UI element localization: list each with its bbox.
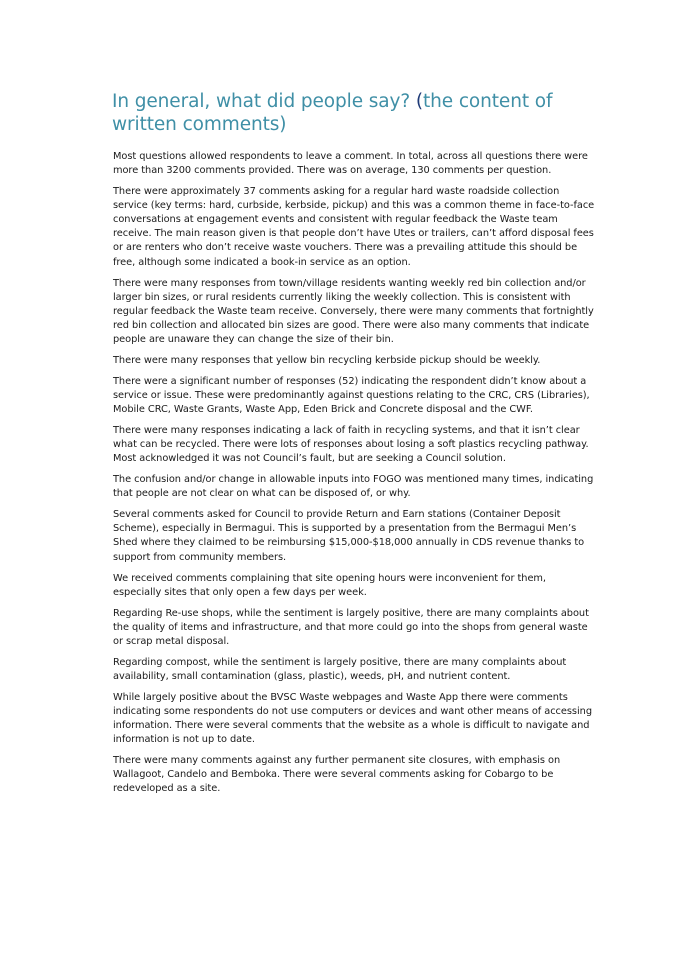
paragraph: Regarding compost, while the sentiment is largely positive, there are many complaints about availability, small contamination (glass, plastic), weeds, pH, and nutrient content. bbox=[113, 656, 567, 682]
paragraph: Regarding Re-use shops, while the sentiment is largely positive, there are many complaints about the quality of items and infrastructure, and that more could go into the shops from general waste or scrap metal disposal. bbox=[113, 607, 589, 647]
paragraph: Several comments asked for Council to provide Return and Earn stations (Container Deposit Scheme), especially in Bermagui. This is supported by a presentation from the Bermagui Men’s Shed where they claimed to be reimbursing $15,000-$18,000 annually in CDS revenue thanks to support from community members. bbox=[113, 509, 585, 563]
paragraph: There were many responses that yellow bin recycling kerbside pickup should be weekly. bbox=[113, 354, 541, 366]
heading-line-2: written comments) bbox=[112, 114, 287, 135]
paragraph: There were many responses from town/village residents wanting weekly red bin collection and/or larger bin sizes, or rural residents currently liking the weekly collection. This is consistent with regular feedback the Waste team receive. Conversely, there were many comments that fortnightly red bin collection and allocated bin sizes are good. There were also many comments that indicate people are unaware they can change the size of their bin. bbox=[113, 277, 594, 345]
paragraph: The confusion and/or change in allowable inputs into FOGO was mentioned many times, indicating that people are not clear on what can be disposed of, or why. bbox=[113, 474, 594, 500]
paragraph: We received comments complaining that site opening hours were inconvenient for them, especially sites that only open a few days per week. bbox=[113, 572, 546, 598]
body-text bbox=[113, 150, 597, 803]
heading-text-start: In general, what did people say? bbox=[112, 91, 416, 112]
section-heading bbox=[112, 90, 582, 136]
heading-text-end: the content of bbox=[423, 91, 553, 112]
paragraph: There were many responses indicating a lack of faith in recycling systems, and that it isn’t clear what can be recycled. There were lots of responses about losing a soft plastics recycling pathway. Most acknowledged it was not Council’s fault, but are seeking a Council solution. bbox=[113, 425, 589, 465]
heading-paren: ( bbox=[415, 91, 424, 112]
paragraph: There were many comments against any further permanent site closures, with emphasis on Wallagoot, Candelo and Bemboka. There were several comments asking for Cobargo to be redeveloped as a site. bbox=[113, 755, 561, 795]
paragraph: While largely positive about the BVSC Waste webpages and Waste App there were comments indicating some respondents do not use computers or devices and want other means of accessing information. There were several comments that the website as a whole is difficult to navigate and information is not up to date. bbox=[113, 691, 592, 746]
paragraph: Most questions allowed respondents to leave a comment. In total, across all questions there were more than 3200 comments provided. There was on average, 130 comments per question. bbox=[113, 151, 588, 177]
paragraph: There were approximately 37 comments asking for a regular hard waste roadside collection service (key terms: hard, curbside, kerbside, pickup) and this was a common theme in face-to-face conversations at engagement events and consistent with regular feedback the Waste team receive. The main reason given is that people don’t have Utes or trailers, can’t afford disposal fees or are renters who don’t receive waste vouchers. There was a prevailing attitude this should be free, although some indicated a book-in service as an option. bbox=[113, 186, 595, 268]
paragraph: There were a significant number of responses (52) indicating the respondent didn’t know about a service or issue. These were predominantly against questions relating to the CRC, CRS (Libraries), Mobile CRC, Waste Grants, Waste App, Eden Brick and Concrete disposal and the CWF. bbox=[113, 375, 590, 416]
